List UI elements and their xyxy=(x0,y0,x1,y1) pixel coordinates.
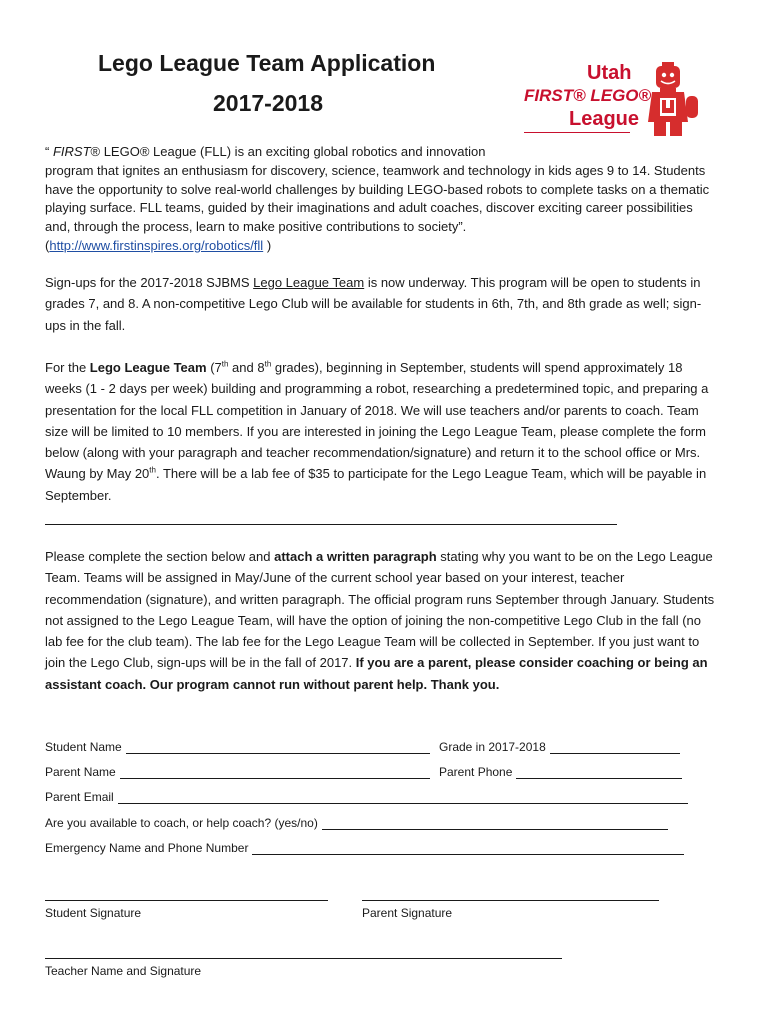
parent-email-field[interactable] xyxy=(45,790,688,804)
grade-label: Grade in 2017-2018 xyxy=(439,740,546,754)
details-team-name: Lego League Team xyxy=(89,360,207,375)
parent-phone-line[interactable] xyxy=(516,766,682,779)
grade-field[interactable] xyxy=(439,740,680,754)
student-signature-label: Student Signature xyxy=(45,906,142,920)
emergency-contact-line[interactable] xyxy=(252,842,684,855)
details-sup-2: th xyxy=(264,359,272,369)
first-word: FIRST xyxy=(52,144,91,159)
coach-availability-field[interactable] xyxy=(45,816,668,830)
details-text-5: . There will be a lab fee of $35 to participate for the Lego League Team, which will be payable in September. xyxy=(45,466,707,503)
details-text-4: grades), beginning in September, students will spend approximately 18 weeks (1 - 2 days per week) building and programming a robot, researching a predetermined topic, and preparing a presentation for the local FLL competition in January of 2018. We will use teachers and/or parents to coach. Team size will be limited to 10 members. If you are interested in joining the Lego League Team, please complete the form below (along with your paragraph and teacher recommendation/signature) and return it to the school office or Mrs. Waung by May 20 xyxy=(45,360,709,482)
school-year-title: 2017-2018 xyxy=(213,90,323,116)
details-paragraph xyxy=(45,357,715,506)
student-name-field[interactable] xyxy=(45,740,430,754)
intro-paragraph xyxy=(45,143,715,256)
page-title: Lego League Team Application xyxy=(98,50,436,76)
parent-signature-line[interactable] xyxy=(362,900,659,901)
details-text-2: (7 xyxy=(206,360,222,375)
student-name-label: Student Name xyxy=(45,740,122,754)
intro-line1: ® LEGO® League (FLL) is an exciting global robotics and innovation xyxy=(90,144,486,159)
student-name-line[interactable] xyxy=(126,741,430,754)
parent-phone-label: Parent Phone xyxy=(439,765,513,779)
section-divider xyxy=(45,524,617,525)
instructions-parent-appeal: If you are a parent, please consider coaching or being an assistant coach. Our program cannot run without parent help. Thank you. xyxy=(45,655,708,692)
instructions-text-2: stating why you want to be on the Lego League Team. Teams will be assigned in May/June of the current school year based on your interest, teacher recommendation (signature), and written paragraph. The official program runs September through January. Students not assigned to the Lego League Team, will have the option of joining the non-competitive Lego Club in the fall (no lab fee for the club team). The lab fee for the Lego League Team will be collected in September. If you just want to join the Lego Club, sign-ups will be in the fall of 2017. xyxy=(45,549,715,671)
logo-text-league: League xyxy=(569,108,640,130)
coach-availability-label: Are you available to coach, or help coach? (yes/no) xyxy=(45,816,318,830)
instructions-paragraph xyxy=(45,546,715,695)
parent-name-line[interactable] xyxy=(120,766,430,779)
instructions-bold-paragraph: attach a written paragraph xyxy=(274,549,437,564)
signups-paragraph xyxy=(45,272,715,336)
intro-body: program that ignites an enthusiasm for discovery, science, teamwork and technology in kids ages 9 to 14. Students have the opportunity to solve real-world challenges by building LEGO-based robots to complete tasks on a thematic playing surface. FLL teams, guided by their imaginations and adult coaches, discover exciting career possibilities and, through the process, learn to make positive contributions to society”. xyxy=(45,162,710,235)
open-quote: “ xyxy=(45,144,53,159)
lego-minifigure-icon xyxy=(646,62,706,136)
signups-text-2: is now underway. This program will be open to students in grades 7, and 8. A non-competitive Lego Club will be available for students in 6th, 7th, and 8th grade as well; sign-ups in the fall. xyxy=(45,275,702,333)
instructions-text-1: Please complete the section below and xyxy=(45,549,275,564)
fll-website-link[interactable]: http://www.firstinspires.org/robotics/fll xyxy=(49,237,264,253)
parent-phone-field[interactable] xyxy=(439,765,682,779)
student-signature-line[interactable] xyxy=(45,900,328,901)
signups-team-name: Lego League Team xyxy=(253,275,365,290)
grade-line[interactable] xyxy=(550,741,680,754)
emergency-contact-label: Emergency Name and Phone Number xyxy=(45,841,249,855)
parent-name-field[interactable] xyxy=(45,765,430,779)
details-text-1: For the xyxy=(45,360,90,375)
logo-underline xyxy=(524,132,630,133)
details-sup-3: th xyxy=(149,466,156,476)
signups-text-1: Sign-ups for the 2017-2018 SJBMS xyxy=(45,275,254,290)
parent-email-label: Parent Email xyxy=(45,790,114,804)
utah-fll-logo xyxy=(522,62,708,136)
parent-name-label: Parent Name xyxy=(45,765,116,779)
emergency-contact-field[interactable] xyxy=(45,841,684,855)
details-sup-1: th xyxy=(221,359,229,369)
parent-signature-label: Parent Signature xyxy=(362,906,453,920)
details-text-3: and 8 xyxy=(228,360,265,375)
teacher-signature-line[interactable] xyxy=(45,958,562,959)
coach-availability-line[interactable] xyxy=(322,817,668,830)
parent-email-line[interactable] xyxy=(118,791,688,804)
link-open-paren: ( xyxy=(45,237,50,253)
logo-text-first-lego: FIRST® LEGO® xyxy=(524,86,652,105)
teacher-signature-label: Teacher Name and Signature xyxy=(45,964,202,978)
link-close-paren: ) xyxy=(263,237,272,253)
logo-text-utah: Utah xyxy=(587,62,632,84)
